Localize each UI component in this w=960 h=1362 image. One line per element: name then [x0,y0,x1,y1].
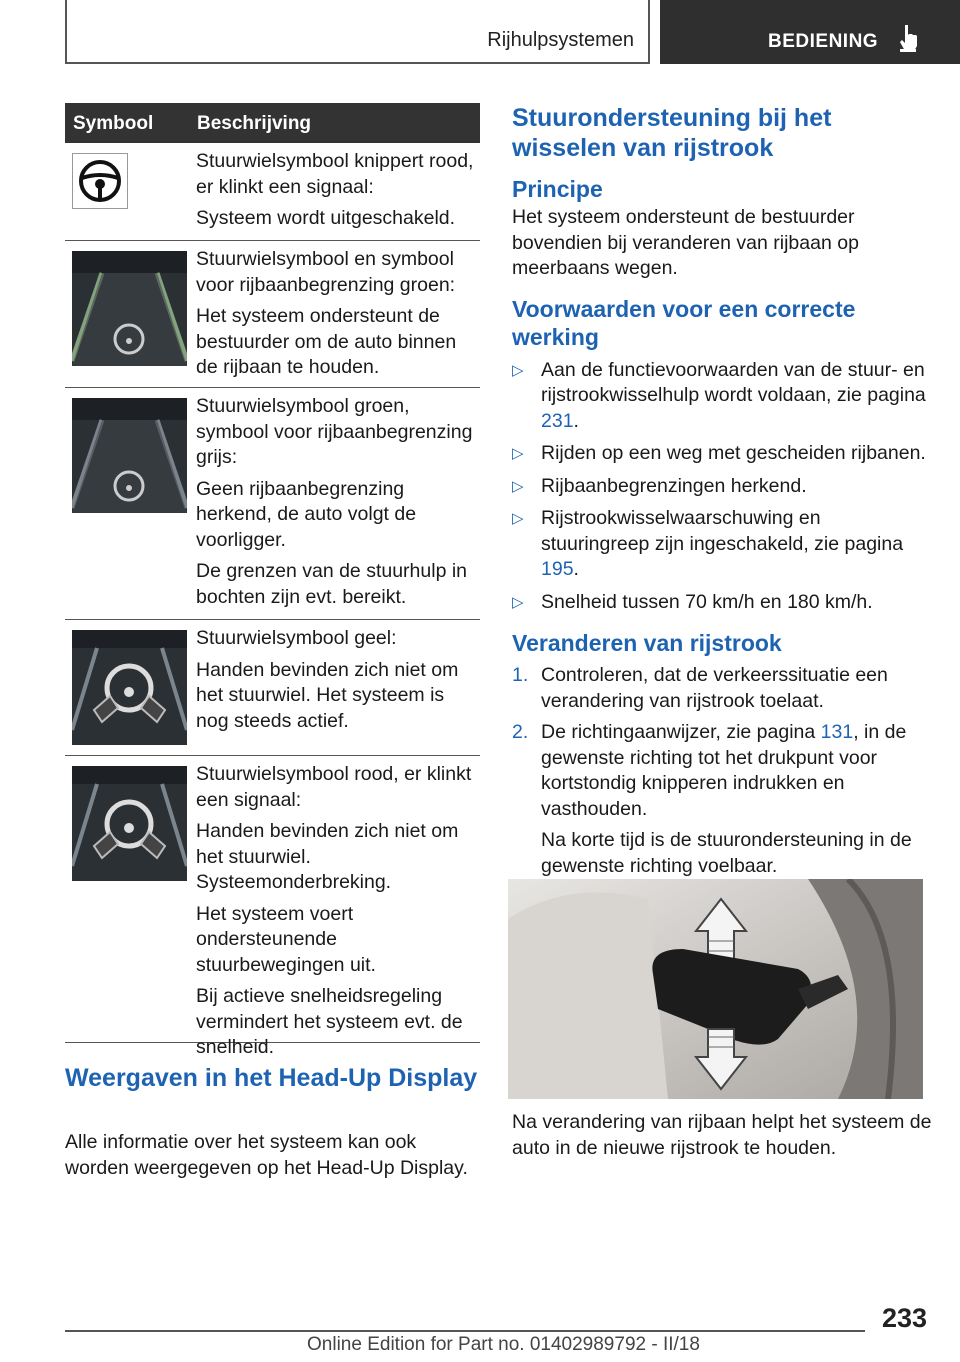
page-number: 233 [881,1303,927,1333]
steering-wheel-icon [72,153,128,209]
table-row [65,756,480,1058]
step-number: 2. [512,721,529,743]
triangle-bullet-icon: ▷ [512,510,524,527]
principle-heading: Principe [512,176,603,202]
lane-change-steps-heading: Veranderen van rijstrook [512,630,782,656]
row-text: Handen bevinden zich niet om het stuurwiel. Systeemonderbreking. [196,820,459,893]
list-item-text: Rijden op een weg met gescheiden rijbanen. [541,442,926,464]
after-change-text: Na verandering van rijbaan helpt het systeem de auto in de nieuwe rijstrook te houden. [512,1111,932,1159]
list-item-text: De richtingaanwijzer, zie pagina [541,721,816,743]
list-item-text: , in de gewenste richting tot het drukpunt voor kortstondig knipperen indrukken en vasthouden. [541,721,907,820]
triangle-bullet-icon: ▷ [512,593,524,611]
row-text: Stuurwielsymbool groen, symbool voor rijbaanbegrenzing grijs: [196,395,473,468]
list-item-text: Aan de functievoorwaarden van de stuur- en rijstrookwisselhulp wordt voldaan, zie pagina [541,358,926,406]
lane-display-grey-icon [72,398,187,513]
hud-heading: Weergaven in het Head-Up Display [65,1064,478,1092]
section-title: Rijhulpsystemen [487,29,634,51]
row-text: Het systeem ondersteunt de bestuurder om de auto binnen de rijbaan te houden. [196,305,457,378]
row-text: Stuurwielsymbool knippert rood, er klinkt een signaal: [196,150,474,198]
row-description [196,241,480,401]
col-header-beschrijving: Beschrijving [197,113,312,134]
symbol-table [65,103,480,1058]
list-item: ▷ Aan de functievoorwaarden van de stuur- en rijstrookwisselhulp wordt voldaan, zie pagina 231. [512,358,926,432]
turn-signal-stalk-image [508,879,923,1099]
list-item [512,441,932,467]
triangle-bullet-icon: ▷ [512,477,524,495]
edition-text: Online Edition for Part no. 01402989792 - II/18 [307,1334,700,1355]
list-item-text: Controleren, dat de verkeerssituatie een verandering van rijstrook toelaat. [541,664,888,712]
table-row [65,241,480,388]
triangle-bullet-icon: ▷ [512,361,524,379]
row-text: Stuurwielsymbool rood, er klinkt een signaal: [196,763,472,811]
step-note: Na korte tijd is de stuurondersteuning in de gewenste richting voelbaar. [541,829,912,877]
hud-text: Alle informatie over het systeem kan ook worden weergegeven op het Head-Up Display. [65,1131,468,1179]
col-header-symbool: Symbool [73,113,154,134]
list-item-text: Rijstrookwisselwaarschuwing en stuuringreep zijn ingeschakeld, zie pagina [541,507,904,555]
page-link[interactable]: 231 [541,409,574,432]
footer-divider [65,1330,865,1332]
table-row [65,620,480,756]
row-description [196,388,480,630]
row-description [196,620,480,754]
list-item [512,720,932,879]
list-item-text: Snelheid tussen 70 km/h en 180 km/h. [541,590,873,613]
row-text: De grenzen van de stuurhulp in bochten zijn evt. bereikt. [196,560,468,608]
step-number: 1. [512,664,529,686]
conditions-list [512,358,932,616]
header-section-box [65,0,650,64]
pointing-hand-icon [898,24,920,52]
conditions-heading: Voorwaarden voor een correcte werking [512,295,856,350]
hands-off-red-icon [72,766,187,881]
after-change-text-wrap [512,1110,932,1161]
list-item-text: Rijbaanbegrenzingen herkend. [541,474,807,497]
row-text: Handen bevinden zich niet om het stuurwiel. Het systeem is nog steeds actief. [196,658,459,732]
lane-change-heading: Stuurondersteuning bij het wisselen van rijstrook [512,104,832,162]
row-text: Het systeem voert ondersteunende stuurbewegingen uit. [196,902,376,976]
triangle-bullet-icon: ▷ [512,445,524,462]
row-text: Geen rijbaanbegrenzing herkend, de auto volgt de voorligger. [196,477,417,551]
list-item [512,590,932,616]
list-item [512,474,932,500]
list-item: ▷ Rijstrookwisselwaarschuwing en stuuringreep zijn ingeschakeld, zie pagina 195. [512,507,904,580]
row-text: Stuurwielsymbool geel: [196,627,397,649]
chapter-tab [660,0,960,64]
table-row [65,388,480,620]
steps-list [512,663,932,879]
page-link[interactable]: 131 [820,721,854,743]
table-header [65,103,480,143]
page-link[interactable]: 195 [541,558,574,580]
table-row [65,143,480,241]
principle-text: Het systeem ondersteunt de bestuurder bovendien bij veranderen van rijbaan op meerbaans wegen. [512,206,859,279]
row-description [196,143,480,252]
row-text: Stuurwielsymbool en symbool voor rijbaanbegrenzing groen: [196,248,456,296]
row-text: Systeem wordt uitgeschakeld. [196,207,456,229]
lane-display-green-icon [72,251,187,366]
row-description [196,756,480,1081]
hands-off-yellow-icon [72,630,187,745]
right-column [512,103,932,879]
chapter-tab-label: BEDIENING [768,31,879,52]
list-item [512,663,932,714]
row-text: Bij actieve snelheidsregeling vermindert het systeem evt. de snelheid. [196,985,463,1058]
